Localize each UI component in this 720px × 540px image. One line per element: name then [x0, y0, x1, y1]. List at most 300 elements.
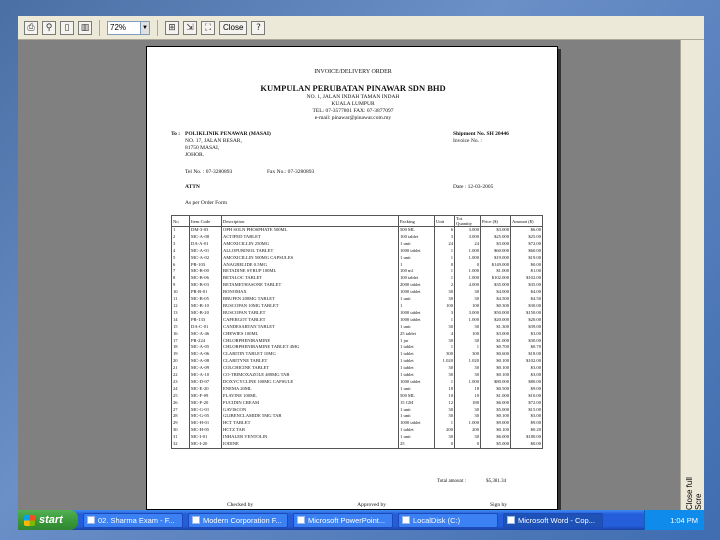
- table-cell: 300: [455, 351, 481, 358]
- table-cell: 1 unit: [399, 434, 435, 441]
- table-cell: 30: [435, 289, 455, 296]
- table-row: [172, 393, 543, 400]
- full-screen-icon[interactable]: ⛶: [201, 21, 215, 35]
- signature-row: [227, 502, 507, 508]
- table-cell: PR-103: [190, 262, 222, 269]
- table-row: [172, 344, 543, 351]
- table-cell: $0.100: [481, 372, 511, 379]
- table-row: [172, 296, 543, 303]
- table-cell: 16: [172, 331, 190, 338]
- table-cell: $6.000: [481, 400, 511, 407]
- table-row: [172, 324, 543, 331]
- table-cell: $4.00: [511, 289, 543, 296]
- one-page-icon[interactable]: ▯: [60, 21, 74, 35]
- table-cell: 1: [172, 227, 190, 234]
- table-cell: $39.00: [511, 324, 543, 331]
- table-header-cell: No: [172, 216, 190, 227]
- table-cell: GAVISCON: [222, 407, 399, 414]
- table-cell: MC-A-08: [190, 358, 222, 365]
- table-cell: $6.00: [511, 227, 543, 234]
- table-cell: 12: [435, 400, 455, 407]
- table-cell: MC-G-05: [190, 413, 222, 420]
- table-row: [172, 331, 543, 338]
- table-cell: 25: [399, 441, 435, 448]
- to-label: To :: [171, 131, 181, 137]
- table-cell: MC-F-20: [190, 400, 222, 407]
- table-cell: $18.00: [511, 351, 543, 358]
- table-cell: $25.000: [481, 234, 511, 241]
- table-cell: $30.00: [511, 303, 543, 310]
- table-cell: 100 ml: [399, 268, 435, 275]
- table-row: [172, 386, 543, 393]
- table-cell: 2: [172, 234, 190, 241]
- table-cell: 30: [435, 365, 455, 372]
- table-cell: MC-A-10: [190, 372, 222, 379]
- start-button[interactable]: [18, 510, 78, 530]
- table-cell: 11: [172, 296, 190, 303]
- app-icon: [297, 516, 305, 524]
- table-cell: 4: [435, 331, 455, 338]
- table-cell: MC-G-01: [190, 407, 222, 414]
- table-cell: $60.000: [481, 248, 511, 255]
- table-header-cell: Item Code: [190, 216, 222, 227]
- table-cell: 30: [455, 413, 481, 420]
- table-cell: 30: [455, 289, 481, 296]
- table-cell: $20.00: [511, 317, 543, 324]
- full-screen-panel[interactable]: [680, 40, 704, 510]
- table-cell: $102.00: [511, 358, 543, 365]
- table-cell: MC-H-05: [190, 427, 222, 434]
- table-cell: CANDESARTAN TABLET: [222, 324, 399, 331]
- app-icon: [402, 516, 410, 524]
- customer-address-1: NO. 17, JALAN BESAR,: [185, 138, 242, 144]
- task-list: [78, 513, 603, 528]
- table-cell: 1000 tablet: [399, 317, 435, 324]
- table-cell: 30: [435, 372, 455, 379]
- table-cell: 5: [172, 255, 190, 262]
- order-note: As per Order Form: [185, 200, 228, 206]
- table-cell: BETADINE SYRUP 100ML: [222, 268, 399, 275]
- table-cell: PR-133: [190, 317, 222, 324]
- table-cell: BETALOC TABLET: [222, 275, 399, 282]
- table-cell: $1.000: [481, 268, 511, 275]
- table-row: [172, 289, 543, 296]
- table-cell: PR-224: [190, 338, 222, 345]
- table-cell: 1 tablet: [399, 351, 435, 358]
- table-cell: BUSCOPAN 10MG TABLET: [222, 303, 399, 310]
- total-label: Total amount :: [437, 479, 467, 484]
- table-row: [172, 351, 543, 358]
- table-cell: 14: [172, 317, 190, 324]
- table-cell: MC-A-09: [190, 365, 222, 372]
- table-header-cell: Description: [222, 216, 399, 227]
- table-cell: 27: [172, 407, 190, 414]
- table-cell: $80.000: [481, 379, 511, 386]
- taskbar-item-label: Microsoft Word - Cop...: [518, 515, 595, 525]
- table-cell: 2: [435, 282, 455, 289]
- table-cell: $1.00: [511, 268, 543, 275]
- table-cell: 0: [455, 262, 481, 269]
- table-header-cell: Tot. Quantity: [455, 216, 481, 227]
- table-cell: 1: [435, 379, 455, 386]
- table-header-cell: Amount ($): [511, 216, 543, 227]
- table-header-cell: Price ($): [481, 216, 511, 227]
- table-cell: $3.000: [481, 331, 511, 338]
- windows-logo-icon: [24, 515, 35, 526]
- table-cell: 1.000: [455, 379, 481, 386]
- table-cell: 1: [435, 344, 455, 351]
- table-cell: $3.00: [511, 331, 543, 338]
- table-cell: 30: [435, 434, 455, 441]
- table-cell: 200: [455, 427, 481, 434]
- table-cell: 0: [455, 441, 481, 448]
- table-cell: 25: [172, 393, 190, 400]
- table-cell: BUSCOPAN TABLET: [222, 310, 399, 317]
- table-row: [172, 262, 543, 269]
- table-cell: $9.00: [511, 386, 543, 393]
- table-cell: 4.000: [455, 282, 481, 289]
- app-icon: [87, 516, 95, 524]
- table-cell: MC-B-03: [190, 282, 222, 289]
- table-cell: CLARITYNE TABLET: [222, 358, 399, 365]
- table-cell: MC-A-01: [190, 248, 222, 255]
- table-cell: DA-C-01: [190, 324, 222, 331]
- table-cell: 24: [435, 241, 455, 248]
- table-cell: $0.600: [481, 351, 511, 358]
- table-cell: 6: [435, 227, 455, 234]
- table-cell: MC-B-05: [190, 296, 222, 303]
- document-title: INVOICE/DELIVERY ORDER: [314, 69, 392, 75]
- taskbar-item[interactable]: [293, 513, 393, 528]
- table-cell: $72.00: [511, 241, 543, 248]
- table-cell: $0.00: [511, 441, 543, 448]
- approved-by-label: Approved by: [357, 502, 387, 508]
- table-cell: DA-A-01: [190, 241, 222, 248]
- table-cell: 1: [435, 268, 455, 275]
- customer-tel: Tel No. : 07-3280893: [185, 169, 233, 175]
- taskbar-item[interactable]: [398, 513, 498, 528]
- table-cell: 25 tablet: [399, 331, 435, 338]
- table-cell: $20.000: [481, 317, 511, 324]
- table-cell: $4.000: [481, 289, 511, 296]
- table-cell: $102.000: [481, 275, 511, 282]
- table-cell: 32: [172, 441, 190, 448]
- table-cell: 1000 tablet: [399, 310, 435, 317]
- table-cell: 3: [435, 310, 455, 317]
- table-cell: MC-E-20: [190, 386, 222, 393]
- table-row: [172, 268, 543, 275]
- table-cell: $0.70: [511, 344, 543, 351]
- table-cell: ACTIFED TABLET: [222, 234, 399, 241]
- table-cell: 30: [455, 372, 481, 379]
- table-cell: $50.000: [481, 310, 511, 317]
- close-full-screen-label[interactable]: Close full Scre: [685, 477, 703, 510]
- table-cell: BONOMAX: [222, 289, 399, 296]
- close-button[interactable]: Close: [219, 21, 247, 35]
- table-cell: $72.00: [511, 400, 543, 407]
- table-header-row: [172, 216, 543, 227]
- table-cell: 15: [172, 324, 190, 331]
- table-cell: $3.000: [481, 227, 511, 234]
- help-icon[interactable]: ?: [251, 21, 265, 35]
- table-cell: 1.020: [435, 358, 455, 365]
- total-value: $5,381.34: [486, 479, 507, 484]
- table-cell: 100: [455, 303, 481, 310]
- company-email: e-mail: pinawar@pinawar.com.my: [314, 115, 392, 121]
- table-cell: $0.300: [481, 303, 511, 310]
- table-cell: MC-F-09: [190, 393, 222, 400]
- table-cell: $30.00: [511, 338, 543, 345]
- table-cell: 30: [455, 407, 481, 414]
- taskbar-item-label: Modern Corporation F...: [203, 515, 282, 525]
- table-cell: $0.20: [511, 427, 543, 434]
- table-cell: 21: [172, 365, 190, 372]
- start-label: start: [39, 514, 63, 526]
- table-row: [172, 358, 543, 365]
- table-cell: CO-TRIMOXAZOLE 480MG TAB: [222, 372, 399, 379]
- table-cell: $150.00: [511, 310, 543, 317]
- table-cell: $1.300: [481, 324, 511, 331]
- table-cell: $3.000: [481, 241, 511, 248]
- table-cell: 30: [435, 338, 455, 345]
- clock: 1:04 PM: [670, 515, 698, 525]
- table-cell: 1.000: [455, 268, 481, 275]
- table-cell: 31: [172, 434, 190, 441]
- table-cell: 13: [172, 310, 190, 317]
- magnifier-icon[interactable]: ⚲: [42, 21, 56, 35]
- table-cell: 1: [435, 317, 455, 324]
- table-cell: $1.000: [481, 393, 511, 400]
- table-cell: MC-A-06: [190, 351, 222, 358]
- table-cell: 1: [399, 303, 435, 310]
- table-cell: 30: [435, 296, 455, 303]
- attn-label: ATTN: [185, 184, 200, 190]
- table-header-cell: Packing: [399, 216, 435, 227]
- toolbar-separator: [157, 20, 158, 36]
- table-cell: 2000 tablet: [399, 282, 435, 289]
- table-cell: 20: [172, 358, 190, 365]
- table-cell: COLCHICINE TABLET: [222, 365, 399, 372]
- table-cell: 0: [435, 441, 455, 448]
- table-row: [172, 248, 543, 255]
- table-cell: BETAMETHASONE TABLET: [222, 282, 399, 289]
- table-cell: 1 unit: [399, 241, 435, 248]
- table-cell: $4.500: [481, 296, 511, 303]
- table-cell: $9.000: [481, 420, 511, 427]
- table-cell: 30: [455, 296, 481, 303]
- table-cell: MC-A-46: [190, 331, 222, 338]
- table-row: [172, 400, 543, 407]
- table-cell: DOXYCYCLINE 100MG CAPSULE: [222, 379, 399, 386]
- table-cell: CHLORPHENIRAMINE TABLET 4MG: [222, 344, 399, 351]
- table-cell: PR-B-01: [190, 289, 222, 296]
- table-cell: ALLOPURINOL TABLET: [222, 248, 399, 255]
- table-cell: 1 tablet: [399, 427, 435, 434]
- table-row: [172, 434, 543, 441]
- table-cell: 500 ML: [399, 393, 435, 400]
- table-row: [172, 227, 543, 234]
- company-name: KUMPULAN PERUBATAN PINAWAR SDN BHD: [260, 83, 446, 93]
- table-cell: $1.000: [481, 338, 511, 345]
- table-cell: $149.000: [481, 262, 511, 269]
- taskbar-item-label: Microsoft PowerPoint...: [308, 515, 386, 525]
- table-cell: 1.000: [455, 420, 481, 427]
- taskbar-item[interactable]: [503, 513, 603, 528]
- table-cell: 17: [172, 338, 190, 345]
- table-cell: $0.00: [511, 262, 543, 269]
- view-ruler-icon[interactable]: ⊞: [165, 21, 179, 35]
- table-cell: 100 tablet: [399, 275, 435, 282]
- table-cell: 1 tablet: [399, 358, 435, 365]
- table-cell: $0.500: [481, 386, 511, 393]
- zoom-input[interactable]: 72%: [107, 21, 141, 35]
- table-cell: GLIBENCLAMIDE 5MG TAB: [222, 413, 399, 420]
- table-cell: CHLORPHENIRAMINE: [222, 338, 399, 345]
- table-cell: HCT TABLET: [222, 420, 399, 427]
- table-cell: 10: [455, 393, 481, 400]
- table-cell: 1 tablet: [399, 365, 435, 372]
- table-cell: $0.100: [481, 358, 511, 365]
- table-cell: $5.000: [481, 441, 511, 448]
- table-cell: ENEMA 20ML: [222, 386, 399, 393]
- table-row: [172, 441, 543, 448]
- customer-name: POLIKLINIK PENAWAR (MASAI): [185, 131, 271, 137]
- items-table: [171, 215, 543, 449]
- table-cell: 24: [172, 386, 190, 393]
- customer-address-2: 81750 MASAI,: [185, 145, 220, 151]
- table-cell: 100: [435, 303, 455, 310]
- company-contact: TEL: 07-3577801 FAX: 07-3877097: [312, 108, 394, 114]
- table-cell: ANAGRELIDE 0.5MG: [222, 262, 399, 269]
- table-cell: $25.00: [511, 234, 543, 241]
- table-cell: MC-B-00: [190, 268, 222, 275]
- table-cell: 30: [435, 407, 455, 414]
- table-cell: MC-B-20: [190, 310, 222, 317]
- table-row: [172, 427, 543, 434]
- taskbar-item[interactable]: [188, 513, 288, 528]
- table-cell: $6.000: [481, 434, 511, 441]
- table-cell: $3.00: [511, 365, 543, 372]
- table-row: [172, 282, 543, 289]
- table-cell: 28: [172, 413, 190, 420]
- table-cell: 30: [172, 427, 190, 434]
- chevron-down-icon[interactable]: ▼: [140, 21, 150, 35]
- table-cell: 30: [455, 324, 481, 331]
- document-page: [146, 46, 558, 510]
- table-cell: CHEWIES 100ML: [222, 331, 399, 338]
- table-cell: $60.00: [511, 248, 543, 255]
- table-cell: $180.00: [511, 434, 543, 441]
- table-cell: 1000 tablet: [399, 420, 435, 427]
- table-cell: 9: [172, 282, 190, 289]
- table-cell: 1.000: [455, 317, 481, 324]
- table-cell: 180: [455, 400, 481, 407]
- table-row: [172, 255, 543, 262]
- table-cell: MC-I-01: [190, 434, 222, 441]
- table-cell: 100: [455, 331, 481, 338]
- taskbar-item[interactable]: [83, 513, 183, 528]
- customer-address-3: JOHOR.: [185, 152, 205, 158]
- table-cell: INHALER VENTOLIN: [222, 434, 399, 441]
- table-header-cell: Unit: [435, 216, 455, 227]
- table-cell: 1 jar: [399, 338, 435, 345]
- table-cell: 10: [172, 289, 190, 296]
- table-cell: 19: [172, 351, 190, 358]
- table-cell: MC-D-07: [190, 379, 222, 386]
- table-cell: 4: [172, 248, 190, 255]
- system-tray: [644, 510, 704, 530]
- table-cell: 7: [172, 268, 190, 275]
- shipment-number: Shipment No. SH 20446: [453, 131, 509, 137]
- shrink-to-fit-icon[interactable]: ⇲: [183, 21, 197, 35]
- table-cell: 1000 tablet: [399, 289, 435, 296]
- table-cell: $5.000: [481, 407, 511, 414]
- table-cell: 12: [172, 303, 190, 310]
- document-date: Date : 12-03-2005: [453, 184, 494, 190]
- table-row: [172, 234, 543, 241]
- table-cell: 0: [435, 262, 455, 269]
- table-cell: 1 unit: [399, 407, 435, 414]
- company-address-2: KUALA LUMPUR: [331, 101, 375, 107]
- table-cell: 6: [172, 262, 190, 269]
- print-icon[interactable]: ⎙: [24, 21, 38, 35]
- table-cell: OPH SOLN PHOSPHATE 500ML: [222, 227, 399, 234]
- multiple-pages-icon[interactable]: ▥: [78, 21, 92, 35]
- table-cell: 1000 tablet: [399, 379, 435, 386]
- table-cell: MC-H-01: [190, 420, 222, 427]
- table-cell: 1 tablet: [399, 344, 435, 351]
- taskbar: [18, 510, 704, 530]
- customer-fax: Fax No.: 07-3280893: [267, 169, 315, 175]
- table-cell: 26: [172, 400, 190, 407]
- table-cell: IODINE: [222, 441, 399, 448]
- table-cell: $35.000: [481, 282, 511, 289]
- table-cell: 1: [435, 275, 455, 282]
- table-cell: 1: [435, 248, 455, 255]
- table-row: [172, 420, 543, 427]
- table-cell: MC-A-05: [190, 344, 222, 351]
- table-cell: $0.100: [481, 427, 511, 434]
- table-row: [172, 365, 543, 372]
- table-cell: BRUFEN 200MG TABLET: [222, 296, 399, 303]
- table-cell: 30: [435, 324, 455, 331]
- table-cell: 1 unit: [399, 413, 435, 420]
- table-cell: 22: [172, 372, 190, 379]
- table-row: [172, 407, 543, 414]
- total-row: [437, 479, 506, 484]
- taskbar-item-label: 02. Sharma Exam - F...: [98, 515, 175, 525]
- table-cell: 1000 tablet: [399, 248, 435, 255]
- table-cell: 100 tablet: [399, 234, 435, 241]
- table-cell: 1: [455, 344, 481, 351]
- table-cell: MC-I-20: [190, 441, 222, 448]
- table-cell: FUCIDIN CREAM: [222, 400, 399, 407]
- table-cell: 3: [435, 234, 455, 241]
- company-address-1: NO. 1, JALAN INDAH TAMAN INDAH: [306, 94, 400, 100]
- table-cell: 18: [435, 386, 455, 393]
- table-cell: 30: [455, 434, 481, 441]
- invoice-number: Invoice No. :: [453, 138, 482, 144]
- table-row: [172, 275, 543, 282]
- table-cell: $10.00: [511, 393, 543, 400]
- app-icon: [192, 516, 200, 524]
- table-cell: 30: [435, 413, 455, 420]
- table-cell: 1.000: [455, 248, 481, 255]
- table-cell: 30: [455, 365, 481, 372]
- table-cell: 1.000: [455, 275, 481, 282]
- table-cell: AMOXICILLIN 250MG: [222, 241, 399, 248]
- table-row: [172, 241, 543, 248]
